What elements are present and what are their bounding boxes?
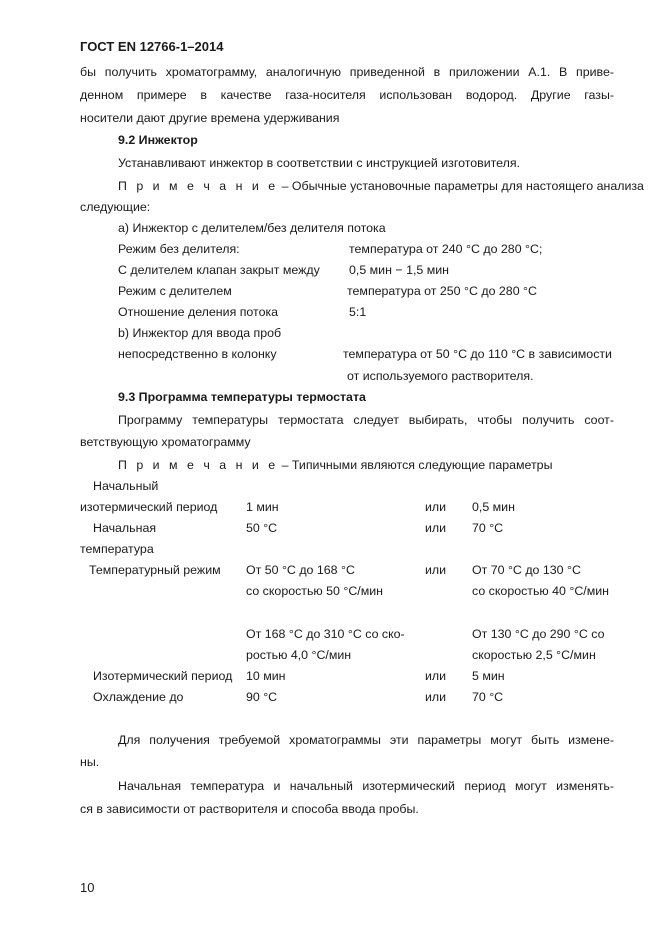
- param-or: или: [425, 669, 447, 683]
- section-9-2-note-cont: следующие:: [80, 200, 151, 214]
- param-value-2: со скоростью 40 °С/мин: [472, 584, 610, 598]
- section-9-2-heading: 9.2 Инжектор: [118, 133, 198, 147]
- param-or: или: [425, 500, 447, 514]
- injector-item-label: Режим с делителем: [118, 284, 232, 298]
- param-value-2: От 70 °С до 130 °С: [472, 563, 581, 577]
- note-label: П р и м е ч а н и е: [118, 458, 279, 472]
- note-label: П р и м е ч а н и е: [118, 179, 279, 193]
- injector-item-value: от используемого растворителя.: [347, 369, 534, 383]
- param-value-2: 0,5 мин: [472, 500, 515, 514]
- section-9-2-text: Устанавливают инжектор в соответствии с инструкцией изготовителя.: [118, 156, 521, 170]
- param-or: или: [425, 563, 447, 577]
- closing-p1-line-1: Для получения требуемой хроматограммы эти параметры могут быть измене-: [118, 733, 614, 747]
- param-value-2: 70 °С: [472, 521, 504, 535]
- closing-p2-line-2: ся в зависимости от растворителя и способа ввода пробы.: [80, 802, 419, 816]
- param-or: или: [425, 521, 447, 535]
- injector-item-label: b) Инжектор для ввода проб: [118, 326, 282, 340]
- param-value-1: со скоростью 50 °С/мин: [246, 584, 384, 598]
- injector-item-label: непосредственно в колонку: [118, 347, 277, 361]
- param-or: или: [425, 690, 447, 704]
- injector-item-value: температура от 50 °С до 110 °С в зависимости: [343, 347, 612, 361]
- param-value-1: 1 мин: [246, 500, 279, 514]
- section-9-3-text-1: Программу температуры термостата следует выбирать, чтобы получить соот-: [118, 413, 614, 427]
- param-label: Начальная: [93, 521, 157, 535]
- param-value-2: 70 °С: [472, 690, 504, 704]
- section-9-3-note: [118, 459, 552, 471]
- section-9-3-heading: 9.3 Программа температуры термостата: [118, 390, 366, 404]
- param-value-2: От 130 °С до 290 °С со: [472, 627, 605, 641]
- param-value-1: 90 °С: [246, 690, 278, 704]
- param-value-2: 5 мин: [472, 669, 505, 683]
- injector-item-value: 0,5 мин − 1,5 мин: [349, 263, 450, 277]
- document-header: ГОСТ EN 12766-1–2014: [80, 39, 224, 54]
- closing-p2-line-1: Начальная температура и начальный изотермический период могут изменять-: [118, 779, 614, 793]
- param-label: Температурный режим: [89, 563, 221, 577]
- injector-item-label: Режим без делителя:: [118, 242, 240, 256]
- injector-item-label: С делителем клапан закрыт между: [118, 263, 320, 277]
- injector-item-value: температура от 250 °С до 280 °С: [347, 284, 537, 298]
- param-label: изотермический период: [80, 500, 218, 514]
- note-text: – Обычные установочные параметры для настоящего анализа: [278, 179, 644, 193]
- param-value-1: От 168 °С до 310 °С со ско-: [246, 627, 405, 641]
- param-value-2: скоростью 2,5 °С/мин: [472, 648, 596, 662]
- section-9-3-text-2: ветствующую хроматограмму: [80, 435, 251, 449]
- param-label: Охлаждение до: [93, 690, 184, 704]
- param-value-1: 50 °С: [246, 521, 278, 535]
- intro-line-3: носители дают другие времена удерживания: [80, 111, 340, 125]
- param-value-1: От 50 °С до 168 °С: [246, 563, 355, 577]
- param-label: Изотермический период: [93, 669, 233, 683]
- injector-item-value: температура от 240 °С до 280 °С;: [349, 242, 543, 256]
- page-number: 10: [80, 880, 95, 895]
- param-label: температура: [80, 542, 154, 556]
- closing-p1-line-2: ны.: [80, 755, 100, 769]
- param-value-1: 10 мин: [246, 669, 286, 683]
- injector-item-label: Отношение деления потока: [118, 305, 279, 319]
- injector-item-value: 5:1: [349, 305, 367, 319]
- note-text: – Типичными являются следующие параметры: [278, 458, 553, 472]
- section-9-2-note: [118, 180, 644, 192]
- injector-item-label: a) Инжектор с делителем/без делителя потока: [118, 221, 386, 235]
- intro-line-1: бы получить хроматограмму, аналогичную приведенной в приложении А.1. В приве-: [80, 65, 614, 79]
- intro-line-2: денном примере в качестве газа-носителя использован водород. Другие газы-: [80, 88, 614, 102]
- param-value-1: ростью 4,0 °С/мин: [246, 648, 352, 662]
- param-label: Начальный: [93, 479, 159, 493]
